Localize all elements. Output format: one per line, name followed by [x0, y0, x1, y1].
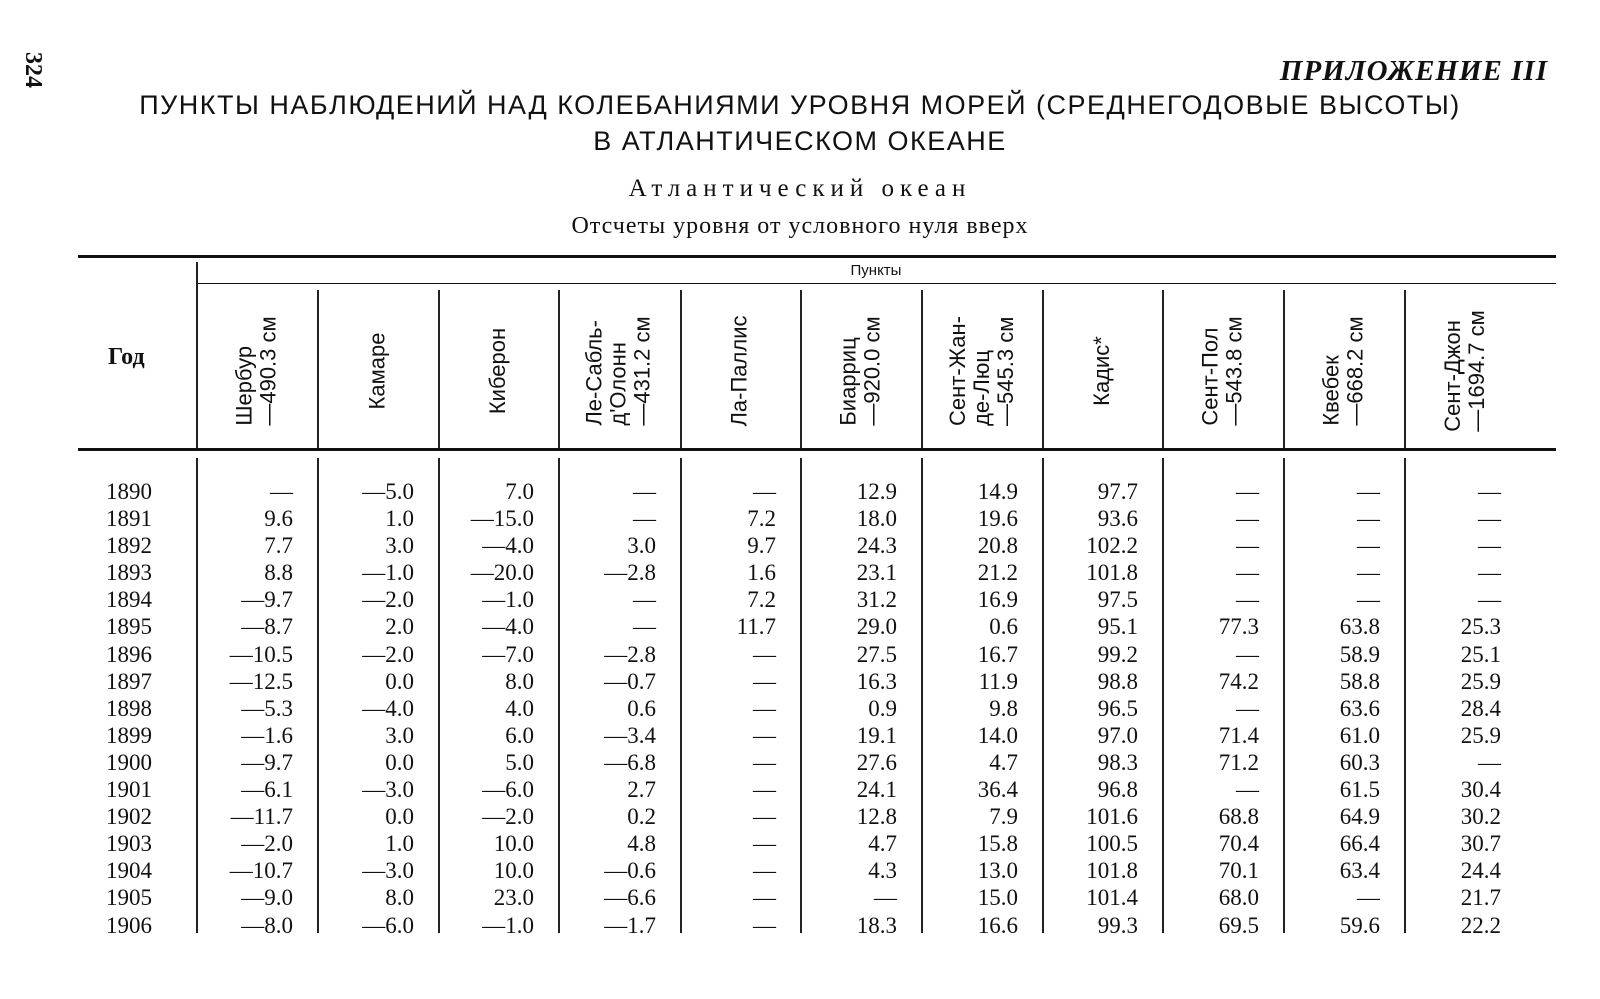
table-cell: —9.0	[241, 885, 293, 911]
table-cell: 4.0	[505, 695, 534, 721]
table-cell: 0.0	[385, 804, 414, 830]
table-cell: 18.0	[856, 506, 897, 532]
table-cell: —2.0	[241, 831, 293, 857]
table-cell: 7.7	[264, 533, 293, 559]
table-cell: —8.7	[241, 614, 293, 640]
table-cell: 10.0	[493, 831, 534, 857]
table-cell: —	[1478, 479, 1501, 504]
table-cell: 97.0	[1097, 722, 1138, 748]
table-cell: 74.2	[1218, 668, 1259, 694]
year-cell: 1896	[106, 641, 152, 667]
year-cell: 1890	[106, 479, 152, 504]
year-cell: 1895	[106, 614, 152, 640]
table-cell: —6.0	[482, 777, 534, 803]
table-cell: 0.0	[385, 668, 414, 694]
column-header	[1042, 296, 1162, 446]
column-header-label: Ла-Паллис	[726, 315, 752, 427]
table-cell: 14.0	[977, 722, 1018, 748]
column-header-label: Сент-Жан- де-Люц —545.3 см	[944, 316, 1018, 426]
table-cell: —1.0	[482, 912, 534, 938]
year-cell: 1892	[106, 533, 152, 559]
table-cell: 7.0	[505, 479, 534, 504]
table-cell: 59.6	[1339, 912, 1380, 938]
table-cell: —	[753, 668, 776, 694]
table-cell: 2.7	[627, 777, 656, 803]
column-header	[558, 296, 680, 446]
table-cell: 4.7	[868, 831, 897, 857]
table-cell: —	[1236, 695, 1259, 721]
table-cell: —15.0	[470, 506, 534, 532]
table-cell: 96.8	[1097, 777, 1138, 803]
table-cell: —0.7	[604, 668, 656, 694]
table-cell: —1.7	[604, 912, 656, 938]
value-column	[921, 478, 1018, 939]
table-cell: 9.7	[747, 533, 776, 559]
table-cell: 18.3	[856, 912, 897, 938]
year-cell: 1904	[106, 858, 152, 884]
table-cell: 25.9	[1460, 668, 1501, 694]
table-cell: 16.9	[977, 587, 1018, 613]
table-cell: —	[1236, 777, 1259, 803]
column-header-label: Шербур —490.3 см	[231, 316, 281, 426]
table-cell: 23.0	[493, 885, 534, 911]
table-cell: 30.4	[1460, 777, 1501, 803]
value-column	[800, 478, 897, 939]
value-column	[438, 478, 534, 939]
table-cell: 70.4	[1218, 831, 1259, 857]
table-cell: 98.8	[1097, 668, 1138, 694]
table-cell: —3.0	[362, 777, 414, 803]
value-column	[1042, 478, 1138, 939]
table-cell: 6.0	[505, 722, 534, 748]
year-cell: 1894	[106, 587, 152, 613]
table-cell: 97.7	[1097, 479, 1138, 504]
table-cell: —	[1478, 749, 1501, 775]
table-cell: —2.8	[604, 641, 656, 667]
value-column	[558, 478, 656, 939]
table-cell: 1.6	[747, 560, 776, 586]
table-cell: —2.0	[362, 641, 414, 667]
table-cell: 27.5	[856, 641, 897, 667]
table-cell: 0.2	[627, 804, 656, 830]
year-column-header: Год	[108, 344, 145, 370]
table-cell: —1.6	[241, 722, 293, 748]
value-column	[1404, 478, 1501, 939]
table-cell: 98.3	[1097, 749, 1138, 775]
table-cell: 3.0	[385, 533, 414, 559]
table-cell: —1.0	[362, 560, 414, 586]
table-cell: —	[633, 506, 656, 532]
column-header-label: Кадис*	[1089, 336, 1114, 406]
table-cell: 63.6	[1339, 695, 1380, 721]
stations-header: Пункты	[850, 262, 902, 279]
table-cell: —	[1478, 587, 1501, 613]
column-header	[1162, 296, 1283, 446]
table-cell: 64.9	[1339, 804, 1380, 830]
table-cell: —	[753, 912, 776, 938]
table-cell: 31.2	[856, 587, 897, 613]
year-cell: 1900	[106, 749, 152, 775]
table-cell: 7.2	[747, 506, 776, 532]
value-column	[1283, 478, 1380, 939]
table-cell: 8.8	[264, 560, 293, 586]
table-cell: 16.6	[977, 912, 1018, 938]
table-cell: 3.0	[627, 533, 656, 559]
table-cell: —	[753, 831, 776, 857]
table-cell: —5.3	[241, 695, 293, 721]
table-cell: —	[753, 695, 776, 721]
table-cell: —	[1357, 533, 1380, 559]
table-cell: 61.5	[1339, 777, 1380, 803]
table-cell: 66.4	[1339, 831, 1380, 857]
year-cell: 1903	[106, 831, 152, 857]
table-cell: —	[633, 614, 656, 640]
table-cell: 30.2	[1460, 804, 1501, 830]
table-cell: 9.8	[989, 695, 1018, 721]
table-cell: 24.3	[856, 533, 897, 559]
year-cell: 1906	[106, 912, 152, 938]
table-top-rule	[78, 255, 1556, 258]
table-cell: —3.4	[604, 722, 656, 748]
table-cell: —	[753, 641, 776, 667]
table-cell: —2.8	[604, 560, 656, 586]
table-cell: 21.7	[1460, 885, 1501, 911]
table-cell: 23.1	[856, 560, 897, 586]
page-title-line2: В АТЛАНТИЧЕСКОМ ОКЕАНЕ	[593, 126, 1007, 156]
table-cell: 12.9	[856, 479, 897, 504]
table-cell: 63.8	[1339, 614, 1380, 640]
year-cell: 1891	[106, 506, 152, 532]
table-cell: —4.0	[362, 695, 414, 721]
table-cell: 99.3	[1097, 912, 1138, 938]
table-cell: 28.4	[1460, 695, 1501, 721]
year-cell: 1898	[106, 695, 152, 721]
appendix-label: ПРИЛОЖЕНИЕ III	[1279, 55, 1548, 87]
table-cell: —	[1357, 885, 1380, 911]
table-cell: —5.0	[362, 479, 414, 504]
year-cell: 1902	[106, 804, 152, 830]
table-cell: 9.6	[264, 506, 293, 532]
column-header-label: Биарриц —920.0 см	[835, 316, 885, 426]
table-cell: —	[1357, 587, 1380, 613]
table-cell: 11.7	[736, 614, 776, 640]
table-cell: —6.0	[362, 912, 414, 938]
year-cell: 1901	[106, 777, 152, 803]
page-number: 324	[20, 52, 46, 88]
table-cell: 63.4	[1339, 858, 1380, 884]
table-cell: 68.8	[1218, 804, 1259, 830]
table-cell: 71.4	[1218, 722, 1259, 748]
table-cell: —	[753, 722, 776, 748]
value-column	[196, 478, 293, 939]
table-cell: —8.0	[241, 912, 293, 938]
table-cell: —20.0	[470, 560, 534, 586]
table-cell: 4.3	[868, 858, 897, 884]
header-bottom-rule	[78, 448, 1556, 451]
table-cell: 20.8	[977, 533, 1018, 559]
table-cell: 5.0	[505, 749, 534, 775]
table-cell: —	[633, 479, 656, 504]
table-cell: 0.6	[627, 695, 656, 721]
table-cell: 97.5	[1097, 587, 1138, 613]
year-column	[106, 478, 152, 939]
ocean-subtitle: Атлантический океан	[628, 175, 972, 202]
year-cell: 1899	[106, 722, 152, 748]
column-header-label: Квебек —668.2 см	[1318, 316, 1368, 426]
table-cell: 25.3	[1460, 614, 1501, 640]
table-cell: —10.5	[229, 641, 293, 667]
column-header	[800, 296, 921, 446]
table-cell: —6.1	[241, 777, 293, 803]
column-header-label: Сент-Пол —543.8 см	[1197, 316, 1247, 426]
table-cell: —	[633, 587, 656, 613]
table-cell: 2.0	[385, 614, 414, 640]
table-cell: —12.5	[229, 668, 293, 694]
year-cell: 1893	[106, 560, 152, 586]
table-cell: —	[753, 777, 776, 803]
table-cell: 16.7	[977, 641, 1018, 667]
table-cell: —	[1357, 479, 1380, 504]
table-cell: 96.5	[1097, 695, 1138, 721]
value-column	[1162, 478, 1259, 939]
table-cell: 13.0	[977, 858, 1018, 884]
table-cell: —	[1478, 506, 1501, 532]
table-cell: 7.2	[747, 587, 776, 613]
table-cell: 101.8	[1086, 560, 1138, 586]
table-cell: 0.9	[868, 695, 897, 721]
table-cell: —	[1357, 506, 1380, 532]
table-cell: —	[270, 479, 293, 504]
table-cell: 15.0	[977, 885, 1018, 911]
table-cell: 68.0	[1218, 885, 1259, 911]
table-cell: 100.5	[1086, 831, 1138, 857]
table-cell: —10.7	[229, 858, 293, 884]
table-cell: 19.6	[977, 506, 1018, 532]
column-header	[1283, 296, 1404, 446]
table-cell: 93.6	[1097, 506, 1138, 532]
column-header-label: Ле-Сабль- д'Олонн —431.2 см	[581, 316, 655, 426]
table-cell: 4.8	[627, 831, 656, 857]
table-cell: —1.0	[482, 587, 534, 613]
column-header-label: Киберон	[484, 327, 510, 415]
table-cell: —	[753, 858, 776, 884]
column-header-label: Камаре	[364, 332, 390, 410]
table-cell: —	[1236, 587, 1259, 613]
column-header	[317, 296, 438, 446]
column-header	[680, 296, 800, 446]
table-cell: —2.0	[362, 587, 414, 613]
table-cell: —	[1478, 560, 1501, 586]
table-cell: —	[1357, 560, 1380, 586]
table-cell: 3.0	[385, 722, 414, 748]
table-cell: 15.8	[977, 831, 1018, 857]
table-cell: —	[753, 479, 776, 504]
table-cell: —6.6	[604, 885, 656, 911]
column-header	[921, 296, 1042, 446]
table-cell: —	[1236, 560, 1259, 586]
table-cell: —4.0	[482, 533, 534, 559]
table-cell: 25.1	[1460, 641, 1501, 667]
table-cell: —6.8	[604, 749, 656, 775]
table-cell: —0.6	[604, 858, 656, 884]
column-header	[1404, 296, 1525, 446]
table-cell: 8.0	[505, 668, 534, 694]
table-cell: 24.1	[856, 777, 897, 803]
table-cell: 29.0	[856, 614, 897, 640]
table-cell: 71.2	[1218, 749, 1259, 775]
column-header	[438, 296, 558, 446]
table-cell: 1.0	[385, 831, 414, 857]
column-header-label: Сент-Джон —1694.7 см	[1439, 310, 1489, 432]
column-header	[196, 296, 317, 446]
table-cell: 70.1	[1218, 858, 1259, 884]
year-cell: 1897	[106, 668, 152, 694]
table-cell: 22.2	[1460, 912, 1501, 938]
table-cell: 0.6	[989, 614, 1018, 640]
table-cell: —9.7	[241, 587, 293, 613]
table-cell: —3.0	[362, 858, 414, 884]
table-cell: —4.0	[482, 614, 534, 640]
table-cell: 61.0	[1339, 722, 1380, 748]
table-cell: 102.2	[1086, 533, 1138, 559]
table-cell: —	[1236, 533, 1259, 559]
table-cell: 58.9	[1339, 641, 1380, 667]
table-cell: 60.3	[1339, 749, 1380, 775]
table-cell: 8.0	[385, 885, 414, 911]
table-cell: 24.4	[1460, 858, 1501, 884]
year-cell: 1905	[106, 885, 152, 911]
value-column	[317, 478, 414, 939]
table-cell: 101.4	[1086, 885, 1138, 911]
table-cell: 95.1	[1097, 614, 1138, 640]
table-cell: 25.9	[1460, 722, 1501, 748]
table-cell: 11.9	[978, 668, 1018, 694]
table-cell: —	[1478, 533, 1501, 559]
table-cell: —	[1236, 479, 1259, 504]
table-cell: 4.7	[989, 749, 1018, 775]
table-cell: —2.0	[482, 804, 534, 830]
stations-underline	[196, 283, 1556, 284]
table-cell: 21.2	[977, 560, 1018, 586]
table-cell: 12.8	[856, 804, 897, 830]
table-cell: 69.5	[1218, 912, 1259, 938]
table-cell: 0.0	[385, 749, 414, 775]
table-cell: 101.8	[1086, 858, 1138, 884]
table-cell: —	[753, 885, 776, 911]
page-title-line1: ПУНКТЫ НАБЛЮДЕНИЙ НАД КОЛЕБАНИЯМИ УРОВНЯ МОРЕЙ (СРЕДНЕГОДОВЫЕ ВЫСОТЫ)	[139, 90, 1461, 120]
table-cell: 16.3	[856, 668, 897, 694]
table-cell: —	[1236, 506, 1259, 532]
table-cell: 7.9	[989, 804, 1018, 830]
table-cell: 101.6	[1086, 804, 1138, 830]
table-cell: 36.4	[977, 777, 1018, 803]
table-cell: —11.7	[230, 804, 293, 830]
table-cell: 14.9	[977, 479, 1018, 504]
table-cell: 19.1	[856, 722, 897, 748]
table-cell: 1.0	[385, 506, 414, 532]
table-cell: —9.7	[241, 749, 293, 775]
table-cell: 99.2	[1097, 641, 1138, 667]
table-cell: —	[1236, 641, 1259, 667]
table-cell: 77.3	[1218, 614, 1259, 640]
table-cell: 27.6	[856, 749, 897, 775]
table-cell: 10.0	[493, 858, 534, 884]
table-cell: 30.7	[1460, 831, 1501, 857]
table-cell: —	[874, 885, 897, 911]
table-cell: —7.0	[482, 641, 534, 667]
value-column	[680, 478, 776, 939]
table-cell: 58.8	[1339, 668, 1380, 694]
table-cell: —	[753, 749, 776, 775]
table-note: Отсчеты уровня от условного нуля вверх	[571, 213, 1029, 239]
table-cell: —	[753, 804, 776, 830]
